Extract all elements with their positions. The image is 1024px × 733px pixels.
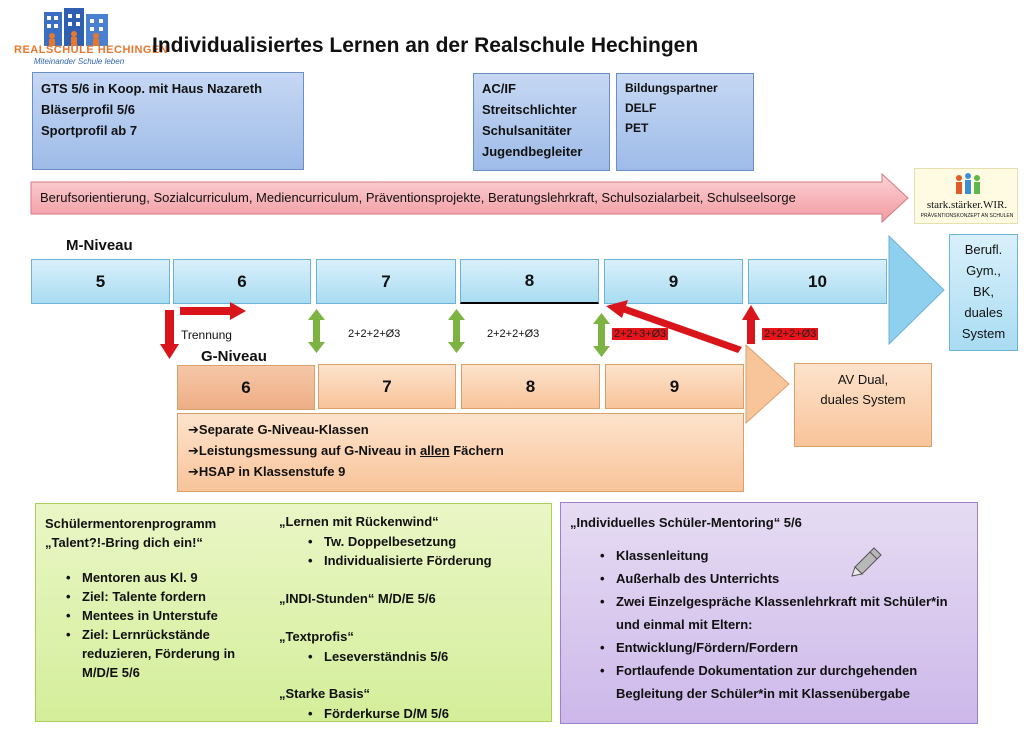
offer-item: PET (625, 121, 649, 135)
m-exit-line: Gym., (966, 263, 1001, 278)
starke-basis-list (302, 704, 449, 723)
individual-mentoring-list (594, 544, 948, 705)
banner-text: Berufsorientierung, Sozialcurriculum, Mediencurriculum, Präventionsprojekte, Beratungslehrkraft, Schulsozialarbeit, Schulseelsorge (40, 190, 796, 205)
arrow-icon: ➔ (188, 443, 199, 458)
g-grade-6: 6 (177, 365, 315, 410)
list-item-continuation: und einmal mit Eltern: (616, 617, 753, 632)
offer-item: GTS 5/6 in Koop. mit Haus Nazareth (41, 81, 263, 96)
trennung-label: Trennung (181, 328, 232, 342)
list-item-continuation: M/D/E 5/6 (82, 665, 140, 680)
offer-item: Bläserprofil 5/6 (41, 102, 135, 117)
list-item: • Fortlaufende Dokumentation zur durchgehenden (594, 659, 948, 682)
list-item-continuation: reduzieren, Förderung in (82, 646, 236, 661)
list-item: • Individualisierte Förderung (302, 551, 492, 570)
arrow-icon: ➔ (188, 422, 199, 437)
g-grade-9: 9 (605, 364, 744, 409)
offer-item: Sportprofil ab 7 (41, 123, 138, 138)
g-info-line: ➔Separate G-Niveau-Klassen (188, 422, 369, 437)
transition-10-label: 2+2+2+Ø3 (764, 328, 817, 340)
m-exit-line: BK, (973, 284, 994, 299)
m-grade-7: 7 (316, 259, 456, 304)
m-exit-line: duales (964, 305, 1003, 320)
stark-logo-name: stark.stärker.WIR. (926, 199, 1008, 211)
mentoring-title: Schülermentorenprogramm (45, 516, 217, 531)
m-niveau-label: M-Niveau (66, 237, 133, 254)
offer-item: Streitschlichter (482, 102, 577, 117)
g-grade-7: 7 (318, 364, 456, 409)
list-item: • Mentoren aus Kl. 9 (60, 568, 235, 587)
transition-7-label: 2+2+2+Ø3 (348, 328, 401, 340)
rueckenwind-title: „Lernen mit Rückenwind“ (279, 514, 439, 529)
m-grade-10: 10 (748, 259, 887, 304)
m-exit-line: Berufl. (964, 242, 1003, 257)
red-right-arrow (180, 302, 246, 320)
transition-9-label: 2+2+3+Ø3 (614, 328, 667, 340)
red-diagonal-arrow (606, 300, 742, 353)
mentoring-list (60, 568, 235, 682)
page-title: Individualisiertes Lernen an der Realschule Hechingen (152, 34, 699, 57)
list-item-continuation: Begleitung der Schüler*in mit Klassenübergabe (616, 686, 911, 701)
m-exit-line: System (961, 326, 1006, 341)
starke-basis-title: „Starke Basis“ (279, 686, 371, 701)
offer-item: Jugendbegleiter (482, 144, 583, 159)
support-programs-box (35, 503, 552, 722)
red-up-arrow (742, 305, 760, 344)
m-grade-6: 6 (173, 259, 311, 304)
offer-item: Schulsanitäter (482, 123, 572, 138)
m-grade-5: 5 (31, 259, 170, 304)
g-exit-line: AV Dual, (837, 372, 889, 387)
transition-8-label: 2+2+2+Ø3 (487, 328, 540, 340)
red-down-arrow (160, 310, 179, 359)
list-item: • Ziel: Lernrückstände (60, 625, 235, 644)
list-item: • Förderkurse D/M 5/6 (302, 704, 449, 723)
g-niveau-info-box (177, 413, 744, 492)
green-double-arrow (593, 313, 610, 357)
m-grade-8: 8 (460, 259, 599, 304)
textprofis-list (302, 647, 448, 666)
list-item: • Tw. Doppelbesetzung (302, 532, 492, 551)
logo-slogan: Miteinander Schule leben (33, 57, 125, 66)
mentoring-subtitle: „Talent?!-Bring dich ein!“ (45, 535, 203, 550)
green-double-arrow (308, 309, 325, 353)
m-grade-9: 9 (604, 259, 743, 304)
list-item: • Zwei Einzelgespräche Klassenlehrkraft mit Schüler*in (594, 590, 948, 613)
list-item: • Leseverständnis 5/6 (302, 647, 448, 666)
offer-item: Bildungspartner (625, 81, 718, 95)
indi-title: „INDI-Stunden“ M/D/E 5/6 (279, 591, 436, 606)
offer-item: AC/IF (482, 81, 516, 96)
offer-item: DELF (625, 101, 657, 115)
list-item: • Klassenleitung (594, 544, 948, 567)
green-double-arrow (448, 309, 465, 353)
textprofis-title: „Textprofis“ (279, 629, 354, 644)
g-info-line: ➔HSAP in Klassenstufe 9 (188, 464, 346, 479)
logo-text: REALSCHULE HECHINGEN (14, 44, 169, 56)
stark-logo-sub: PRÄVENTIONSKONZEPT AN SCHULEN (920, 213, 1014, 219)
list-item: • Mentees in Unterstufe (60, 606, 235, 625)
g-grade-8: 8 (461, 364, 600, 409)
g-info-line: ➔Leistungsmessung auf G-Niveau in allen Fächern (188, 443, 504, 458)
arrow-icon: ➔ (188, 464, 199, 479)
individual-mentoring-title: „Individuelles Schüler-Mentoring“ 5/6 (570, 515, 802, 530)
individual-mentoring-box (560, 502, 978, 724)
g-niveau-label: G-Niveau (201, 348, 267, 365)
g-exit-line: duales System (820, 392, 906, 407)
rueckenwind-list (302, 532, 492, 570)
list-item: • Ziel: Talente fordern (60, 587, 235, 606)
list-item: • Entwicklung/Fördern/Fordern (594, 636, 948, 659)
list-item: • Außerhalb des Unterrichts (594, 567, 948, 590)
